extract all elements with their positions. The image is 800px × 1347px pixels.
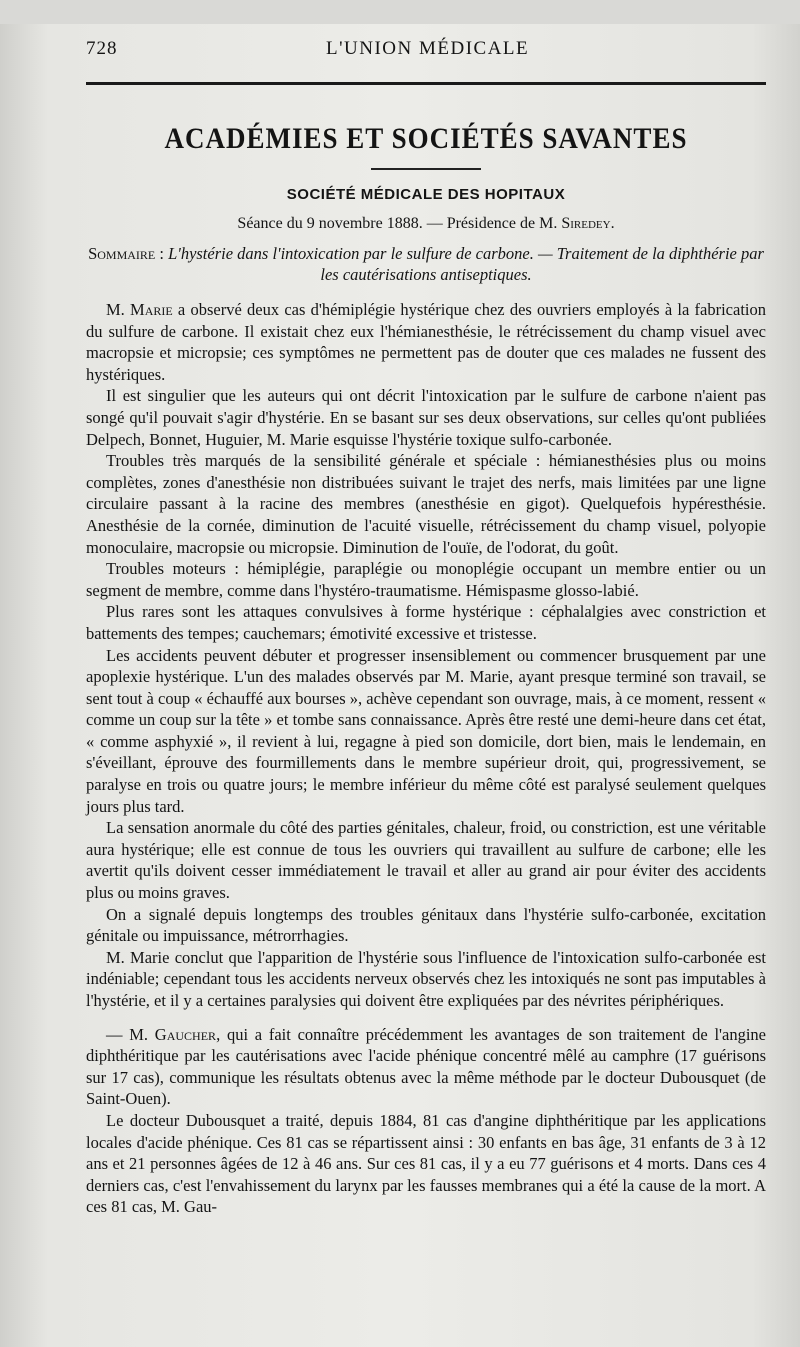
- society-heading: SOCIÉTÉ MÉDICALE DES HOPITAUX: [286, 186, 566, 203]
- paragraph-text: M. Marie conclut que l'apparition de l'hystérie sous l'influence de l'intoxication sulfo-carbonée est indéniable; cependant tous les accidents nerveux observés chez les intoxiqués ne sont pas imputables à l'hystérie, et il y a certaines paralysies qui doivent être expliquées par des névrites périphériques.: [86, 947, 766, 1010]
- paragraph-9: [86, 947, 766, 1012]
- paragraph-5: [86, 601, 766, 644]
- section-rule: [371, 168, 481, 170]
- paragraph-10: [86, 1024, 766, 1110]
- paragraph-7: [86, 817, 766, 903]
- paragraph-6: [86, 645, 766, 818]
- paragraph-text: Le docteur Dubousquet a traité, depuis 1884, 81 cas d'angine diphthéritique par les applications locales d'acide phénique. Ces 81 cas se répartissent ainsi : 30 enfants en bas âge, 31 enfants de 3 à 12 ans et 21 personnes âgées de 12 à 46 ans. Sur ces 81 cas, il y a eu 77 guérisons et 4 morts. Dans ces 4 derniers cas, c'est l'envahissement du larynx par les fausses membranes qui a été la cause de la mort. A ces 81 cas, M. Gau-: [86, 1110, 766, 1217]
- journal-name: L'UNION MÉDICALE: [326, 38, 530, 59]
- section-title: ACADÉMIES ET SOCIÉTÉS SAVANTES: [164, 121, 688, 155]
- paragraph-2: [86, 385, 766, 450]
- paragraph-11: [86, 1110, 766, 1218]
- paragraph-4: [86, 558, 766, 601]
- session-text: Séance du 9 novembre 1888. — Présidence de M.: [237, 215, 562, 232]
- paragraph-3: [86, 450, 766, 558]
- paragraph-text: La sensation anormale du côté des parties génitales, chaleur, froid, ou constriction, est une véritable aura hystérique; elle est connue de tous les ouvriers qui travaillent au sulfure de carbone; elle les avertit qu'ils doivent cesser immédiatement le travail et aller au grand air pour éviter des accidents plus ou moins graves.: [86, 818, 766, 903]
- paragraph-text: Troubles moteurs : hémiplégie, paraplégie ou monoplégie occupant un membre entier ou un segment de membre, comme dans l'hystéro-traumatisme. Hémispasme glosso-labié.: [86, 559, 766, 600]
- summary-text: L'hystérie dans l'intoxication par le sulfure de carbone. — Traitement de la diphthérie par les cautérisations antiseptiques.: [168, 244, 764, 284]
- session-line: [86, 215, 766, 233]
- paragraph-text: Troubles très marqués de la sensibilité générale et spéciale : hémianesthésies plus ou moins complètes, zones d'anesthésie non distribuées suivant le trajet des nerfs, mais limitées par une ligne circulaire passant à la racine des membres (anesthésie en gigot). Quelquefois hypéresthésie. Anesthésie de la cornée, diminution de l'acuité visuelle, rétrécissement du champ visuel, polyopie monoculaire, macropsie ou micropsie. Diminution de l'ouïe, de l'odorat, du goût.: [86, 451, 766, 557]
- running-head: [86, 24, 766, 85]
- paragraph-text: , qui a fait connaître précédemment les avantages de son traitement de l'angine diphthéritique par les cautérisations avec l'acide phénique concentré mêlé au camphre (17 guérisons sur 17 cas), communique les résultats obtenus avec la même méthode par le docteur Dubousquet (de Saint-Ouen).: [86, 1024, 766, 1109]
- summary-sep: :: [155, 244, 169, 263]
- article-body: [86, 299, 766, 1218]
- paragraph-text: On a signalé depuis longtemps des troubles génitaux dans l'hystérie sulfo-carbonée, excitation génitale ou impuissance, métrorrhagies.: [86, 904, 766, 946]
- paragraph-lead: M. Marie: [106, 300, 173, 319]
- paragraph-lead: — M. Gaucher: [106, 1024, 217, 1044]
- summary: [86, 243, 766, 285]
- document-page: [0, 24, 800, 1347]
- page-number: 728: [86, 38, 118, 59]
- paragraph-text: Les accidents peuvent débuter et progresser insensiblement ou commencer brusquement par une apoplexie hystérique. L'un des malades observés par M. Marie, ayant presque terminé son travail, se sent tout à coup « échauffé aux bourses », achève cependant son ouvrage, mais, à ce moment, ressent « comme un coup sur la tête » et tombe sans connaissance. Après être resté une demi-heure dans cet état, « comme asphyxié », il revient à lui, regagne à pied son domicile, dort bien, mais le lendemain, en s'éveillant, éprouve des fourmillements dans le membre supérieur droit, qui, progressivement, se paralyse en trois ou quatre jours; le membre inférieur du même côté est paralysé seulement quelques jours plus tard.: [86, 645, 766, 816]
- summary-label: Sommaire: [88, 244, 156, 263]
- paragraph-text: Il est singulier que les auteurs qui ont décrit l'intoxication par le sulfure de carbone n'aient pas songé qu'il pouvait s'agir d'hystérie. En se basant sur ses deux observations, sur celles qu'ont publiées Delpech, Bonnet, Huguier, M. Marie esquisse l'hystérie toxique sulfo-carbonée.: [86, 386, 766, 449]
- session-president: Siredey.: [561, 215, 615, 232]
- paragraph-text: a observé deux cas d'hémiplégie hystérique chez des ouvriers employés à la fabrication du sulfure de carbone. Il existait chez eux l'hémianesthésie, le rétrécissement du champ visuel avec macropsie et micropsie; ces symptômes ne permettent pas de douter que ces malades ne fussent des hystériques.: [86, 300, 766, 384]
- paragraph-text: Plus rares sont les attaques convulsives à forme hystérique : céphalalgies avec constriction et battements des tempes; cauchemars; émotivité excessive et tristesse.: [86, 602, 766, 643]
- paragraph-1: [86, 299, 766, 385]
- paragraph-8: [86, 904, 766, 947]
